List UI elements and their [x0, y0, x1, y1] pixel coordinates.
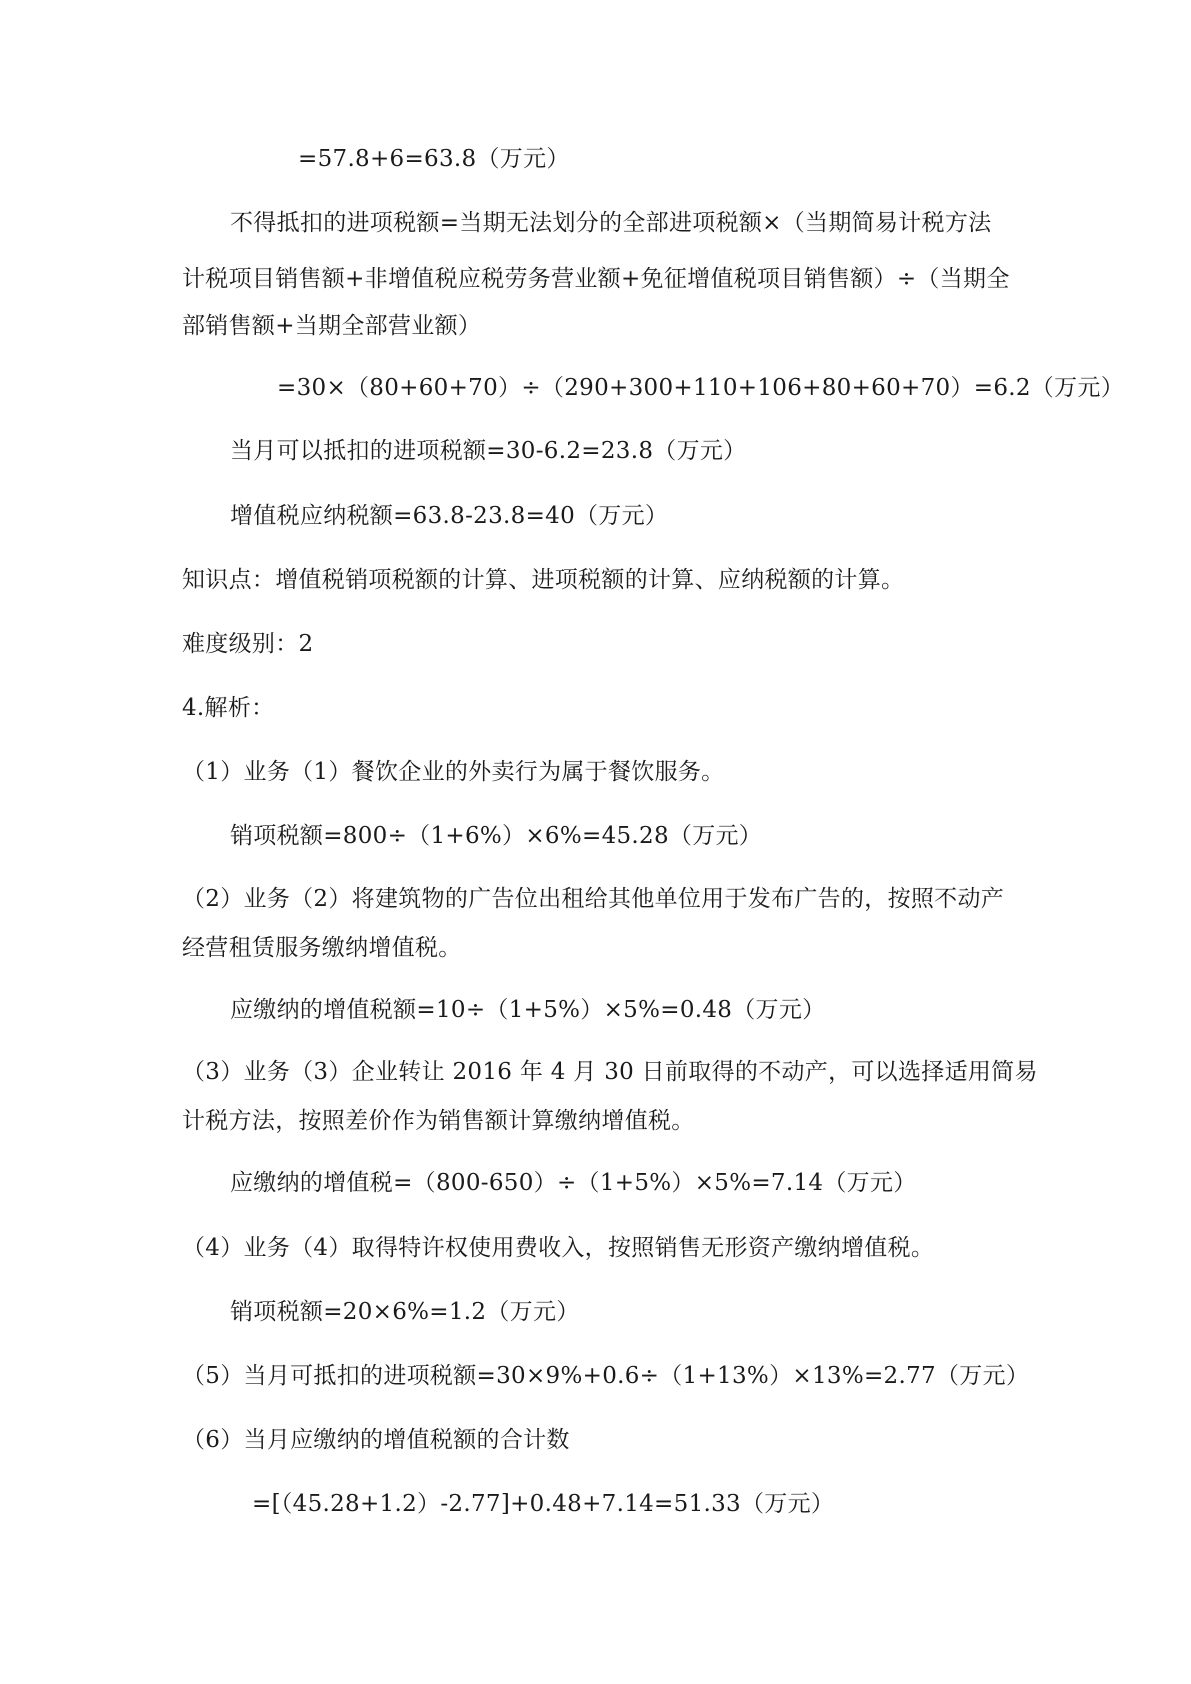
item-2-formula: 应缴纳的增值税额=10÷（1+5%）×5%=0.48（万元） [230, 997, 826, 1023]
item-3-text-line-2: 计税方法，按照差价作为销售额计算缴纳增值税。 [182, 1108, 695, 1134]
paragraph-nondeductible-input-line-2: 计税项目销售额+非增值税应税劳务营业额+免征增值税项目销售额）÷（当期全 [182, 266, 1010, 292]
item-2-text-line-2: 经营租赁服务缴纳增值税。 [182, 935, 462, 961]
difficulty-level: 难度级别：2 [182, 631, 314, 657]
item-6-text: （6）当月应缴纳的增值税额的合计数 [182, 1427, 570, 1453]
formula-vat-output-total: =57.8+6=63.8（万元） [298, 146, 570, 172]
knowledge-points: 知识点：增值税销项税额的计算、进项税额的计算、应纳税额的计算。 [182, 567, 905, 593]
paragraph-nondeductible-input-line-1: 不得抵扣的进项税额=当期无法划分的全部进项税额×（当期简易计税方法 [230, 210, 992, 236]
formula-nondeductible-input: =30×（80+60+70）÷（290+300+110+106+80+60+70）=6.2（万元） [277, 375, 1125, 401]
item-5-formula: （5）当月可抵扣的进项税额=30×9%+0.6÷（1+13%）×13%=2.77（万元） [182, 1363, 1030, 1389]
item-3-text-line-1: （3）业务（3）企业转让 2016 年 4 月 30 日前取得的不动产，可以选择适用简易 [182, 1059, 1038, 1085]
item-6-formula: =[（45.28+1.2）-2.77]+0.48+7.14=51.33（万元） [252, 1491, 835, 1517]
paragraph-nondeductible-input-line-3: 部销售额+当期全部营业额） [182, 313, 482, 339]
item-2-text-line-1: （2）业务（2）将建筑物的广告位出租给其他单位用于发布广告的，按照不动产 [182, 886, 1005, 912]
item-3-formula: 应缴纳的增值税=（800-650）÷（1+5%）×5%=7.14（万元） [230, 1170, 917, 1196]
item-1-text: （1）业务（1）餐饮企业的外卖行为属于餐饮服务。 [182, 759, 725, 785]
item-1-formula: 销项税额=800÷（1+6%）×6%=45.28（万元） [230, 823, 763, 849]
item-4-text: （4）业务（4）取得特许权使用费收入，按照销售无形资产缴纳增值税。 [182, 1235, 935, 1261]
section-heading-analysis: 4.解析： [182, 695, 275, 721]
item-4-formula: 销项税额=20×6%=1.2（万元） [230, 1299, 580, 1325]
formula-vat-payable: 增值税应纳税额=63.8-23.8=40（万元） [230, 503, 669, 529]
formula-deductible-input: 当月可以抵扣的进项税额=30-6.2=23.8（万元） [230, 438, 747, 464]
